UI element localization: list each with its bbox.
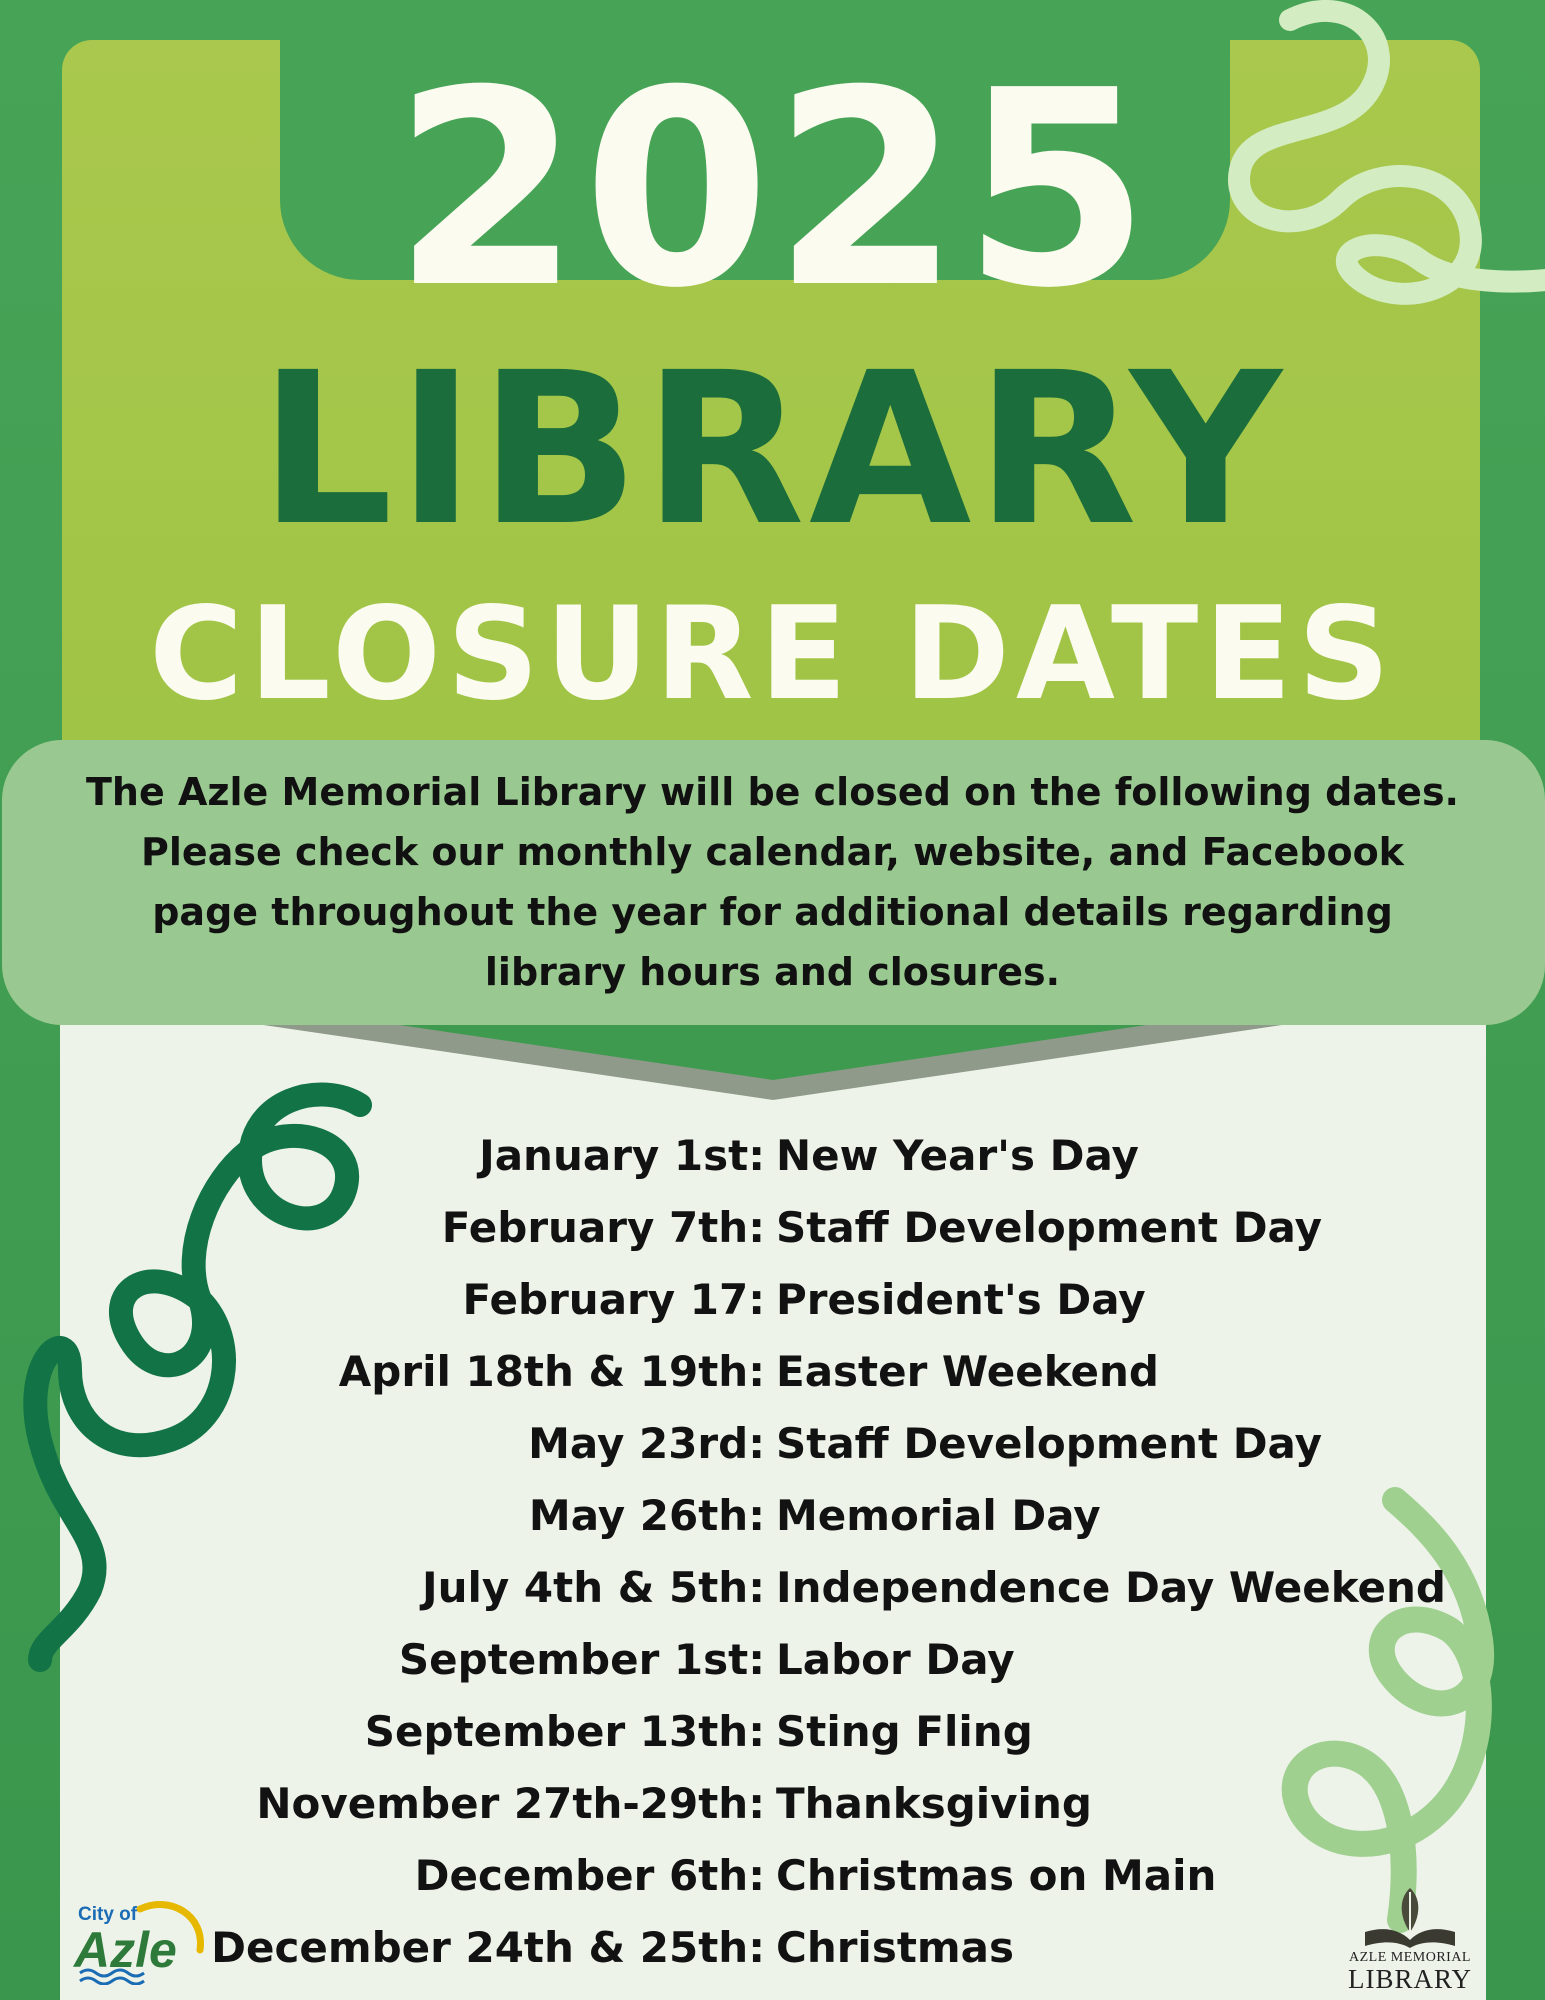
list-item xyxy=(0,1480,1545,1552)
title-year: 2025 xyxy=(392,32,1153,347)
closure-holiday: Easter Weekend xyxy=(776,1347,1159,1396)
library-logo-top-text: AZLE MEMORIAL xyxy=(1349,1950,1471,1965)
list-item xyxy=(0,1552,1545,1624)
list-item xyxy=(0,1696,1545,1768)
intro-text xyxy=(40,762,1505,1002)
book-leaf-icon xyxy=(1335,1880,1485,1950)
list-item xyxy=(0,1264,1545,1336)
city-of-label: City of xyxy=(78,1904,138,1925)
closure-date: September 13th: xyxy=(364,1707,765,1756)
intro-line: page throughout the year for additional details regarding xyxy=(152,890,1393,934)
closure-holiday: Staff Development Day xyxy=(776,1203,1322,1252)
list-item xyxy=(0,1192,1545,1264)
list-item xyxy=(0,1840,1545,1912)
closure-holiday: President's Day xyxy=(776,1275,1146,1324)
library-logo-bottom-text: LIBRARY xyxy=(1347,1964,1473,1994)
list-item xyxy=(0,1624,1545,1696)
closure-date: November 27th-29th: xyxy=(256,1779,765,1828)
closure-holiday: Christmas on Main xyxy=(776,1851,1217,1900)
list-item xyxy=(0,1768,1545,1840)
closure-date: May 23rd: xyxy=(528,1419,765,1468)
closure-holiday: Sting Fling xyxy=(776,1707,1033,1756)
azle-memorial-library-logo xyxy=(1335,1880,1485,1995)
closure-date: January 1st: xyxy=(479,1131,765,1180)
title-library: LIBRARY xyxy=(259,327,1286,572)
closure-date: February 17: xyxy=(462,1275,765,1324)
closure-date: April 18th & 19th: xyxy=(338,1347,765,1396)
intro-line: Please check our monthly calendar, website, and Facebook xyxy=(141,830,1404,874)
list-item xyxy=(0,1336,1545,1408)
closure-holiday: Thanksgiving xyxy=(776,1779,1092,1828)
intro-line: library hours and closures. xyxy=(484,950,1061,994)
closure-holiday: Independence Day Weekend xyxy=(776,1563,1446,1612)
closure-holiday: New Year's Day xyxy=(776,1131,1139,1180)
closure-date: May 26th: xyxy=(528,1491,765,1540)
closure-holiday: Memorial Day xyxy=(776,1491,1101,1540)
list-item xyxy=(0,1912,1545,1984)
closure-date: September 1st: xyxy=(398,1635,765,1684)
title-closure-dates: CLOSURE DATES xyxy=(149,580,1396,729)
closure-holiday: Labor Day xyxy=(776,1635,1015,1684)
closure-date: July 4th & 5th: xyxy=(422,1563,765,1612)
closure-holiday: Staff Development Day xyxy=(776,1419,1322,1468)
azle-label: Azle xyxy=(74,1922,177,1978)
closure-holiday: Christmas xyxy=(776,1923,1015,1972)
list-item xyxy=(0,1408,1545,1480)
closure-date: December 24th & 25th: xyxy=(211,1923,765,1972)
list-item xyxy=(0,1120,1545,1192)
closure-date: February 7th: xyxy=(441,1203,765,1252)
intro-line: The Azle Memorial Library will be closed on the following dates. xyxy=(86,770,1459,814)
closure-date: December 6th: xyxy=(414,1851,765,1900)
